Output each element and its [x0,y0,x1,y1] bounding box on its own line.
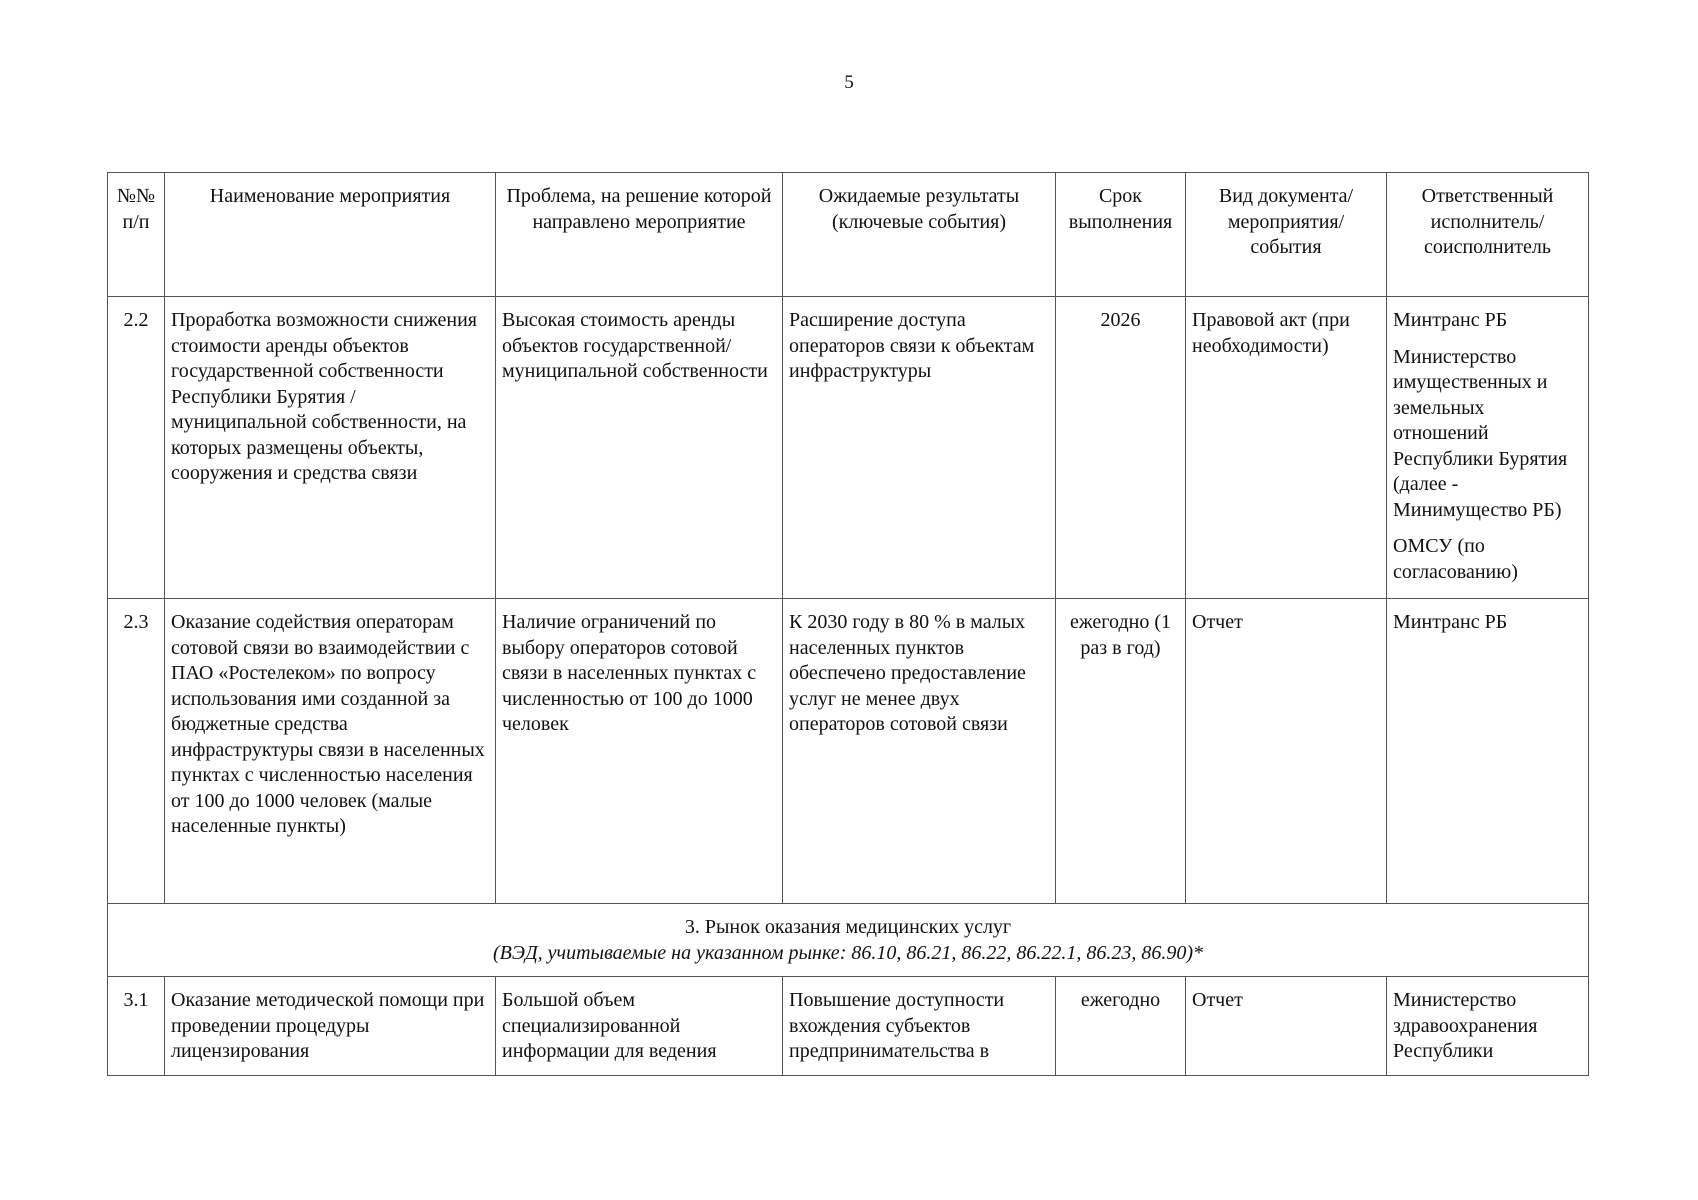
table-header-row [108,173,1589,297]
row-term: 2026 [1056,297,1186,599]
executor-line: ОМСУ (по согласованию) [1393,535,1518,583]
header-term: Срок выполнения [1056,173,1186,297]
header-results: Ожидаемые результаты (ключевые события) [783,173,1056,297]
row-name: Проработка возможности снижения стоимости аренды объектов государственной собственности Республики Бурятия / муниципальной собственности, на которых размещены объекты, сооружения и средства связи [165,297,496,599]
row-num: 2.3 [108,599,165,904]
section-header [108,904,1589,977]
header-name: Наименование мероприятия [165,173,496,297]
executor-line: Министерство имущественных и земельных отношений Республики Бурятия (далее - Минимущество РБ) [1393,345,1568,521]
row-name: Оказание методической помощи при проведении процедуры лицензирования [165,977,496,1076]
row-num: 3.1 [108,977,165,1076]
section-header-row [108,904,1589,977]
executor-line: Минтранс РБ [1393,611,1508,633]
table-row [108,297,1589,599]
header-num: №№ п/п [108,173,165,297]
section-title: 3. Рынок оказания медицинских услуг [684,916,1012,938]
row-executor [1387,297,1589,599]
header-problem: Проблема, на решение которой направлено мероприятие [496,173,783,297]
row-results: Повышение доступности вхождения субъектов предпринимательства в [783,977,1056,1076]
header-doc-type: Вид документа/ мероприятия/ события [1186,173,1387,297]
table-row [108,977,1589,1076]
row-executor [1387,977,1589,1076]
row-problem: Большой объем специализированной информации для ведения [496,977,783,1076]
row-term: ежегодно [1056,977,1186,1076]
section-subtitle: (ВЭД, учитываемые на указанном рынке: 86.10, 86.21, 86.22, 86.22.1, 86.23, 86.90)* [492,941,1204,964]
row-problem: Высокая стоимость аренды объектов государственной/ муниципальной собственности [496,297,783,599]
row-results: Расширение доступа операторов связи к объектам инфраструктуры [783,297,1056,599]
executor-line: Минтранс РБ [1393,309,1508,331]
row-name: Оказание содействия операторам сотовой связи во взаимодействии с ПАО «Ростелеком» по вопросу использования ими созданной за бюджетные средства инфраструктуры связи в населенных пунктах с численностью населения от 100 до 1000 человек (малые населенные пункты) [165,599,496,904]
executor-line: Министерство здравоохранения Республики [1393,989,1538,1062]
row-num: 2.2 [108,297,165,599]
row-doc-type: Отчет [1186,599,1387,904]
action-plan-table [107,172,1589,1076]
row-doc-type: Правовой акт (при необходимости) [1186,297,1387,599]
row-executor [1387,599,1589,904]
page-number: 5 [844,72,854,93]
row-doc-type: Отчет [1186,977,1387,1076]
header-executor: Ответственный исполнитель/ соисполнитель [1387,173,1589,297]
row-results: К 2030 году в 80 % в малых населенных пунктов обеспечено предоставление услуг не менее двух операторов сотовой связи [783,599,1056,904]
row-problem: Наличие ограничений по выбору операторов сотовой связи в населенных пунктах с численностью от 100 до 1000 человек [496,599,783,904]
table-row [108,599,1589,904]
row-term: ежегодно (1 раз в год) [1056,599,1186,904]
